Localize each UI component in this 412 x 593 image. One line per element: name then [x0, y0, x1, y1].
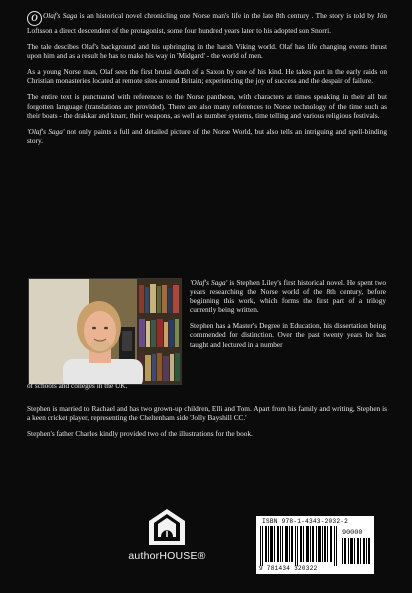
blurb-paragraph-5: 'Olaf's Saga' not only paints a full and detailed picture of the Norse World, but also tells an intriguing and spell-binding story. [27, 126, 387, 145]
addon-barcode-bars [342, 538, 370, 564]
blurb-paragraph-4: The entire text is punctuated with references to the Norse pantheon, with characters at times speaking in their all but forgotten language (translations are provided). There are also many references to Norse technology of the time such as their boats - the drakkar and knarr, their weapons, as well as number systems, time telling and various religious festivals. [27, 92, 387, 120]
author-paragraph-2: Stephen has a Master's Degree in Education, his dissertation being commended for distinction. Over the past twenty years he has taught and lectured in a number [190, 321, 386, 349]
family-section [27, 404, 387, 445]
blurb-paragraph-1: O Olaf's Saga is an historical novel chronicling one Norse man's life in the late 8th century . The story is told by Jón Loftsson a direct descendent of the protagonist, some four hundred years later to his adopted son Snorri. [27, 11, 388, 35]
publisher-name: authorHOUSE® [128, 550, 206, 562]
author-photo [28, 278, 182, 385]
author-paragraph-1: 'Olaf's Saga' is Stephen Liley's first historical novel. He spent two years researching the Norse world of the 8th century, before beginning this work, which forms the first part of a trilogy currently being written. [190, 278, 386, 315]
book-title-inline: Olaf's Saga [43, 11, 78, 20]
blurb-paragraph-2: The tale descibes Olaf's background and his upbringing in the harsh Viking world. Olaf has life changing events thrust upon him and as a result he has to make his way in 'Midgard' - the world of men. [27, 42, 387, 61]
family-paragraph-1: Stephen is married to Rachael and has two grown-up children, Elli and Tom. Apart from his family and writing, Stephen is a keen cricket player, representing the Cheltenham side 'Jolly Bayshill CC.' [27, 404, 387, 423]
blurb-paragraph-3: As a young Norse man, Olaf sees the first brutal death of a Saxon by one of his kind. He takes part in the early raids on Christian monasteries located at remote sites around Britain; experiencing the joy of success and the despair of failure. [27, 67, 387, 86]
publisher-house-icon [147, 507, 187, 547]
barcode-digits: 9 781434 320322 [259, 565, 318, 572]
isbn-text: ISBN 978-1-4343-2032-2 [262, 518, 349, 525]
price-code: 90000 [342, 529, 363, 537]
dropcap-o-icon: O [27, 11, 42, 26]
family-paragraph-2: Stephen's father Charles kindly provided two of the illustrations for the book. [27, 429, 253, 439]
author-photo-illustration [29, 279, 181, 384]
ean-barcode-bars [260, 526, 338, 566]
isbn-barcode [256, 516, 374, 574]
author-paragraph-2-tail: of schools and colleges in the UK. [27, 381, 128, 390]
author-bio [190, 278, 386, 356]
publisher-logo [122, 507, 212, 565]
blurb-section [27, 11, 387, 152]
